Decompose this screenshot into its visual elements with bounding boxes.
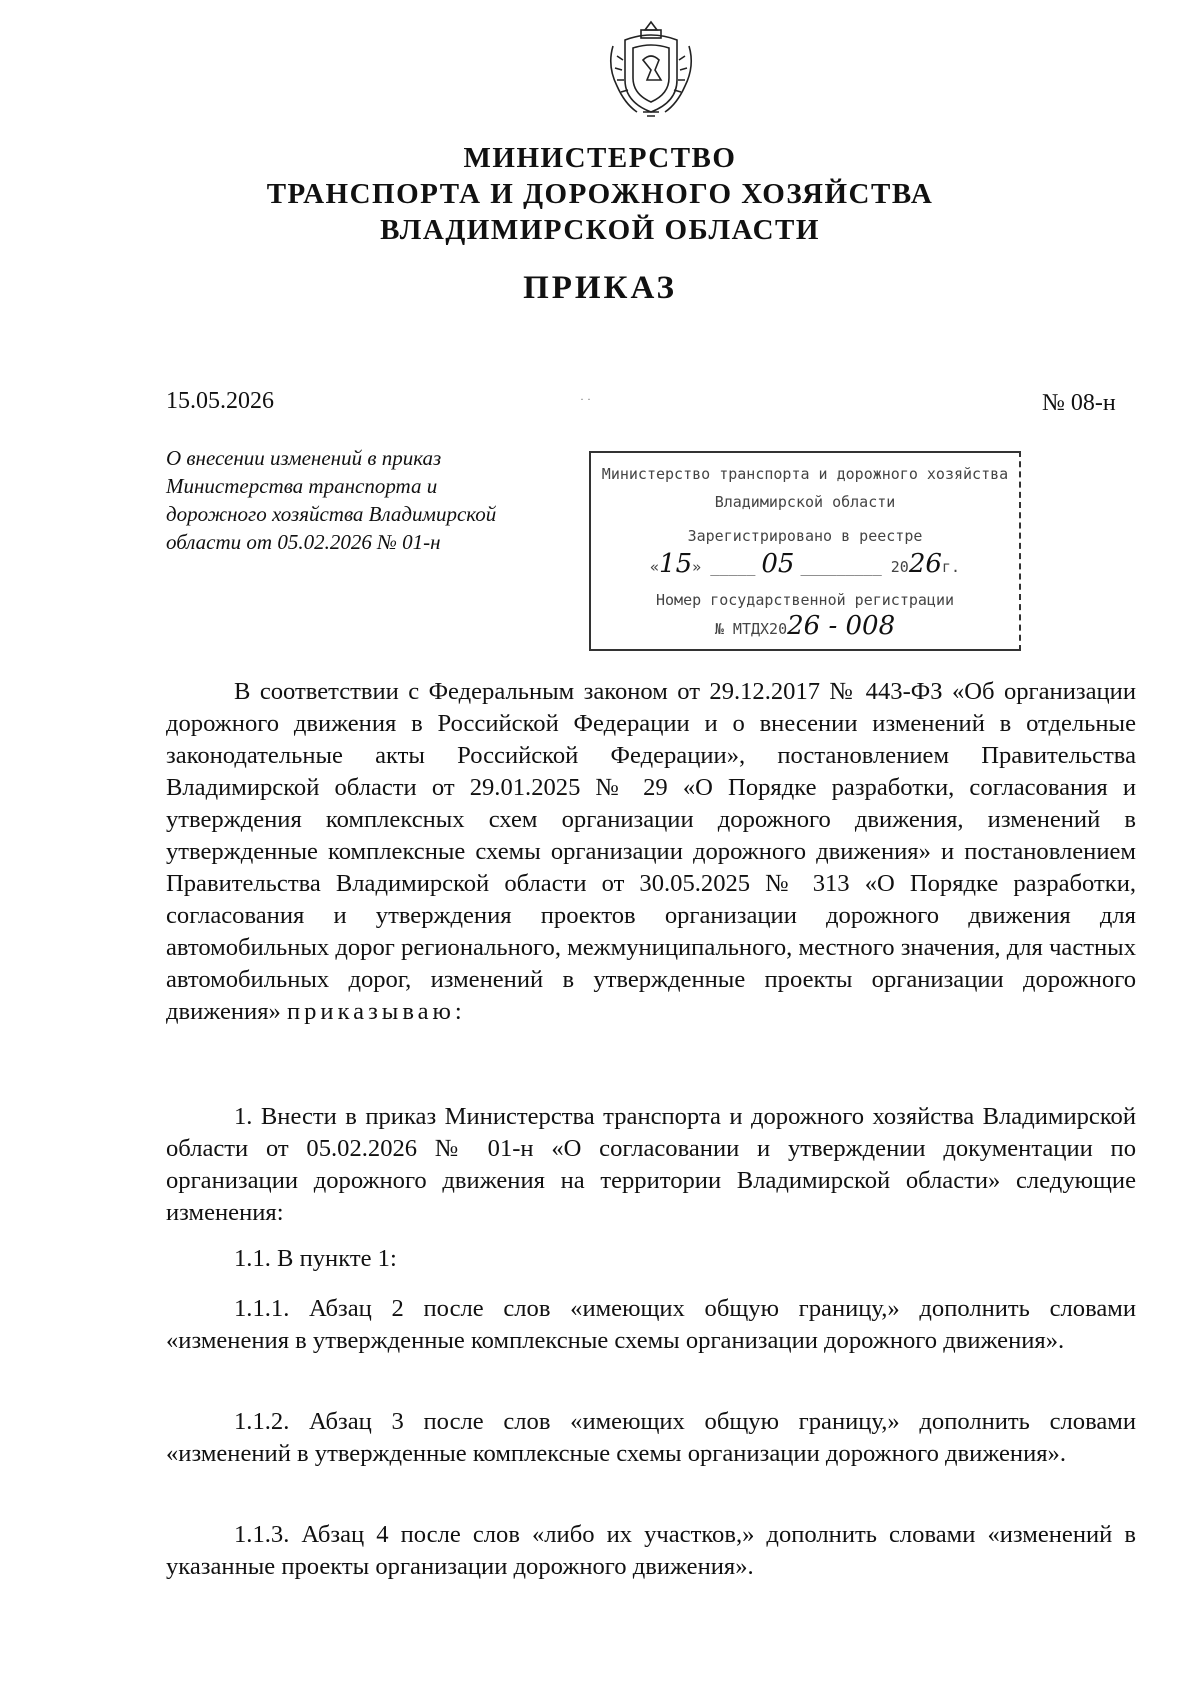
ministry-line-1: МИНИСТЕРСТВО bbox=[463, 142, 737, 174]
stamp-reg-number-line bbox=[591, 611, 1019, 641]
subject-line-4: области от 05.02.2026 № 01-н bbox=[166, 530, 441, 554]
item-1-1-text: 1.1. В пункте 1: bbox=[234, 1245, 397, 1272]
item-1-1-1-text: 1.1.1. Абзац 2 после слов «имеющих общую границу,» дополнить словами «изменения в утвержденные комплексные схемы организации дорожного движения». bbox=[166, 1295, 1136, 1354]
item-1-1-2-paragraph bbox=[166, 1406, 1136, 1470]
registration-stamp bbox=[589, 451, 1021, 651]
subject-line-3: дорожного хозяйства Владимирской bbox=[166, 502, 497, 526]
stamp-line-region: Владимирской области bbox=[714, 493, 896, 511]
ministry-line-2: ТРАНСПОРТА И ДОРОЖНОГО ХОЗЯЙСТВА bbox=[266, 178, 934, 210]
preamble-text: В соответствии с Федеральным законом от 29.12.2017 № 443-ФЗ «Об организации дорожного движения в Российской Федерации и о внесении изменений в отдельные законодательные акты Российской Федерации», постановлением Правительства Владимирской области от 29.01.2025 № 29 «О Порядке разработки, согласования и утверждения комплексных схем организации дорожного движения, изменений в утвержденные комплексные схемы организации дорожного движения» и постановлением Правительства Владимирской области от 30.05.2025 № 313 «О Порядке разработки, согласования и утверждения проектов организации дорожного движения для автомобильных дорог регионального, межмуниципального, местного значения, для частных автомобильных дорог, изменений в утвержденные проекты организации дорожного движения» bbox=[166, 678, 1136, 1025]
ministry-name-header bbox=[0, 140, 1200, 248]
order-number: № 08-н bbox=[1042, 390, 1116, 416]
stamp-line-reg-number-label: Номер государственной регистрации bbox=[655, 591, 954, 609]
item-1-1-2-text: 1.1.2. Абзац 3 после слов «имеющих общую границу,» дополнить словами «изменений в утвержденные комплексные схемы организации дорожного движения». bbox=[166, 1408, 1136, 1467]
item-1-1-1-paragraph bbox=[166, 1293, 1136, 1357]
stamp-year-hand: 26 bbox=[908, 549, 942, 579]
item-1-paragraph bbox=[166, 1101, 1136, 1229]
stamp-reg-hand: 26 - 008 bbox=[787, 611, 896, 641]
stamp-line-ministry: Министерство транспорта и дорожного хозяйства bbox=[601, 465, 1009, 483]
stamp-date-line: «15» _____ 05 _________ 2026г. bbox=[650, 549, 960, 579]
stamp-line-registered: Зарегистрировано в реестре bbox=[687, 527, 923, 545]
order-subject bbox=[166, 444, 566, 556]
item-1-1-3-text: 1.1.3. Абзац 4 после слов «либо их участков,» дополнить словами «изменений в указанные проекты организации дорожного движения». bbox=[166, 1521, 1136, 1580]
document-type-title: ПРИКАЗ bbox=[523, 270, 677, 306]
stamp-reg-prefix: № МТДХ20 bbox=[714, 620, 788, 638]
order-word: приказываю: bbox=[286, 998, 466, 1025]
subject-line-2: Министерства транспорта и bbox=[166, 474, 438, 498]
item-1-text: 1. Внести в приказ Министерства транспорта и дорожного хозяйства Владимирской области от 05.02.2026 № 01-н «О согласовании и утверждении документации по организации дорожного движения на территории Владимирской области» следующие изменения: bbox=[166, 1103, 1136, 1226]
order-date: 15.05.2026 bbox=[166, 388, 274, 414]
item-1-1-paragraph bbox=[166, 1243, 1136, 1275]
stamp-year-prefix: 20 bbox=[890, 558, 909, 576]
subject-line-1: О внесении изменений в приказ bbox=[166, 446, 442, 470]
stamp-day: 15 bbox=[659, 549, 693, 579]
preamble-paragraph bbox=[166, 676, 1136, 1028]
ministry-line-3: ВЛАДИМИРСКОЙ ОБЛАСТИ bbox=[380, 214, 820, 246]
coat-of-arms-emblem bbox=[603, 16, 699, 120]
separator-dots: · · bbox=[580, 392, 591, 406]
stamp-month: 05 bbox=[761, 549, 795, 579]
item-1-1-3-paragraph bbox=[166, 1519, 1136, 1583]
stamp-year-suffix: г. bbox=[941, 558, 960, 576]
